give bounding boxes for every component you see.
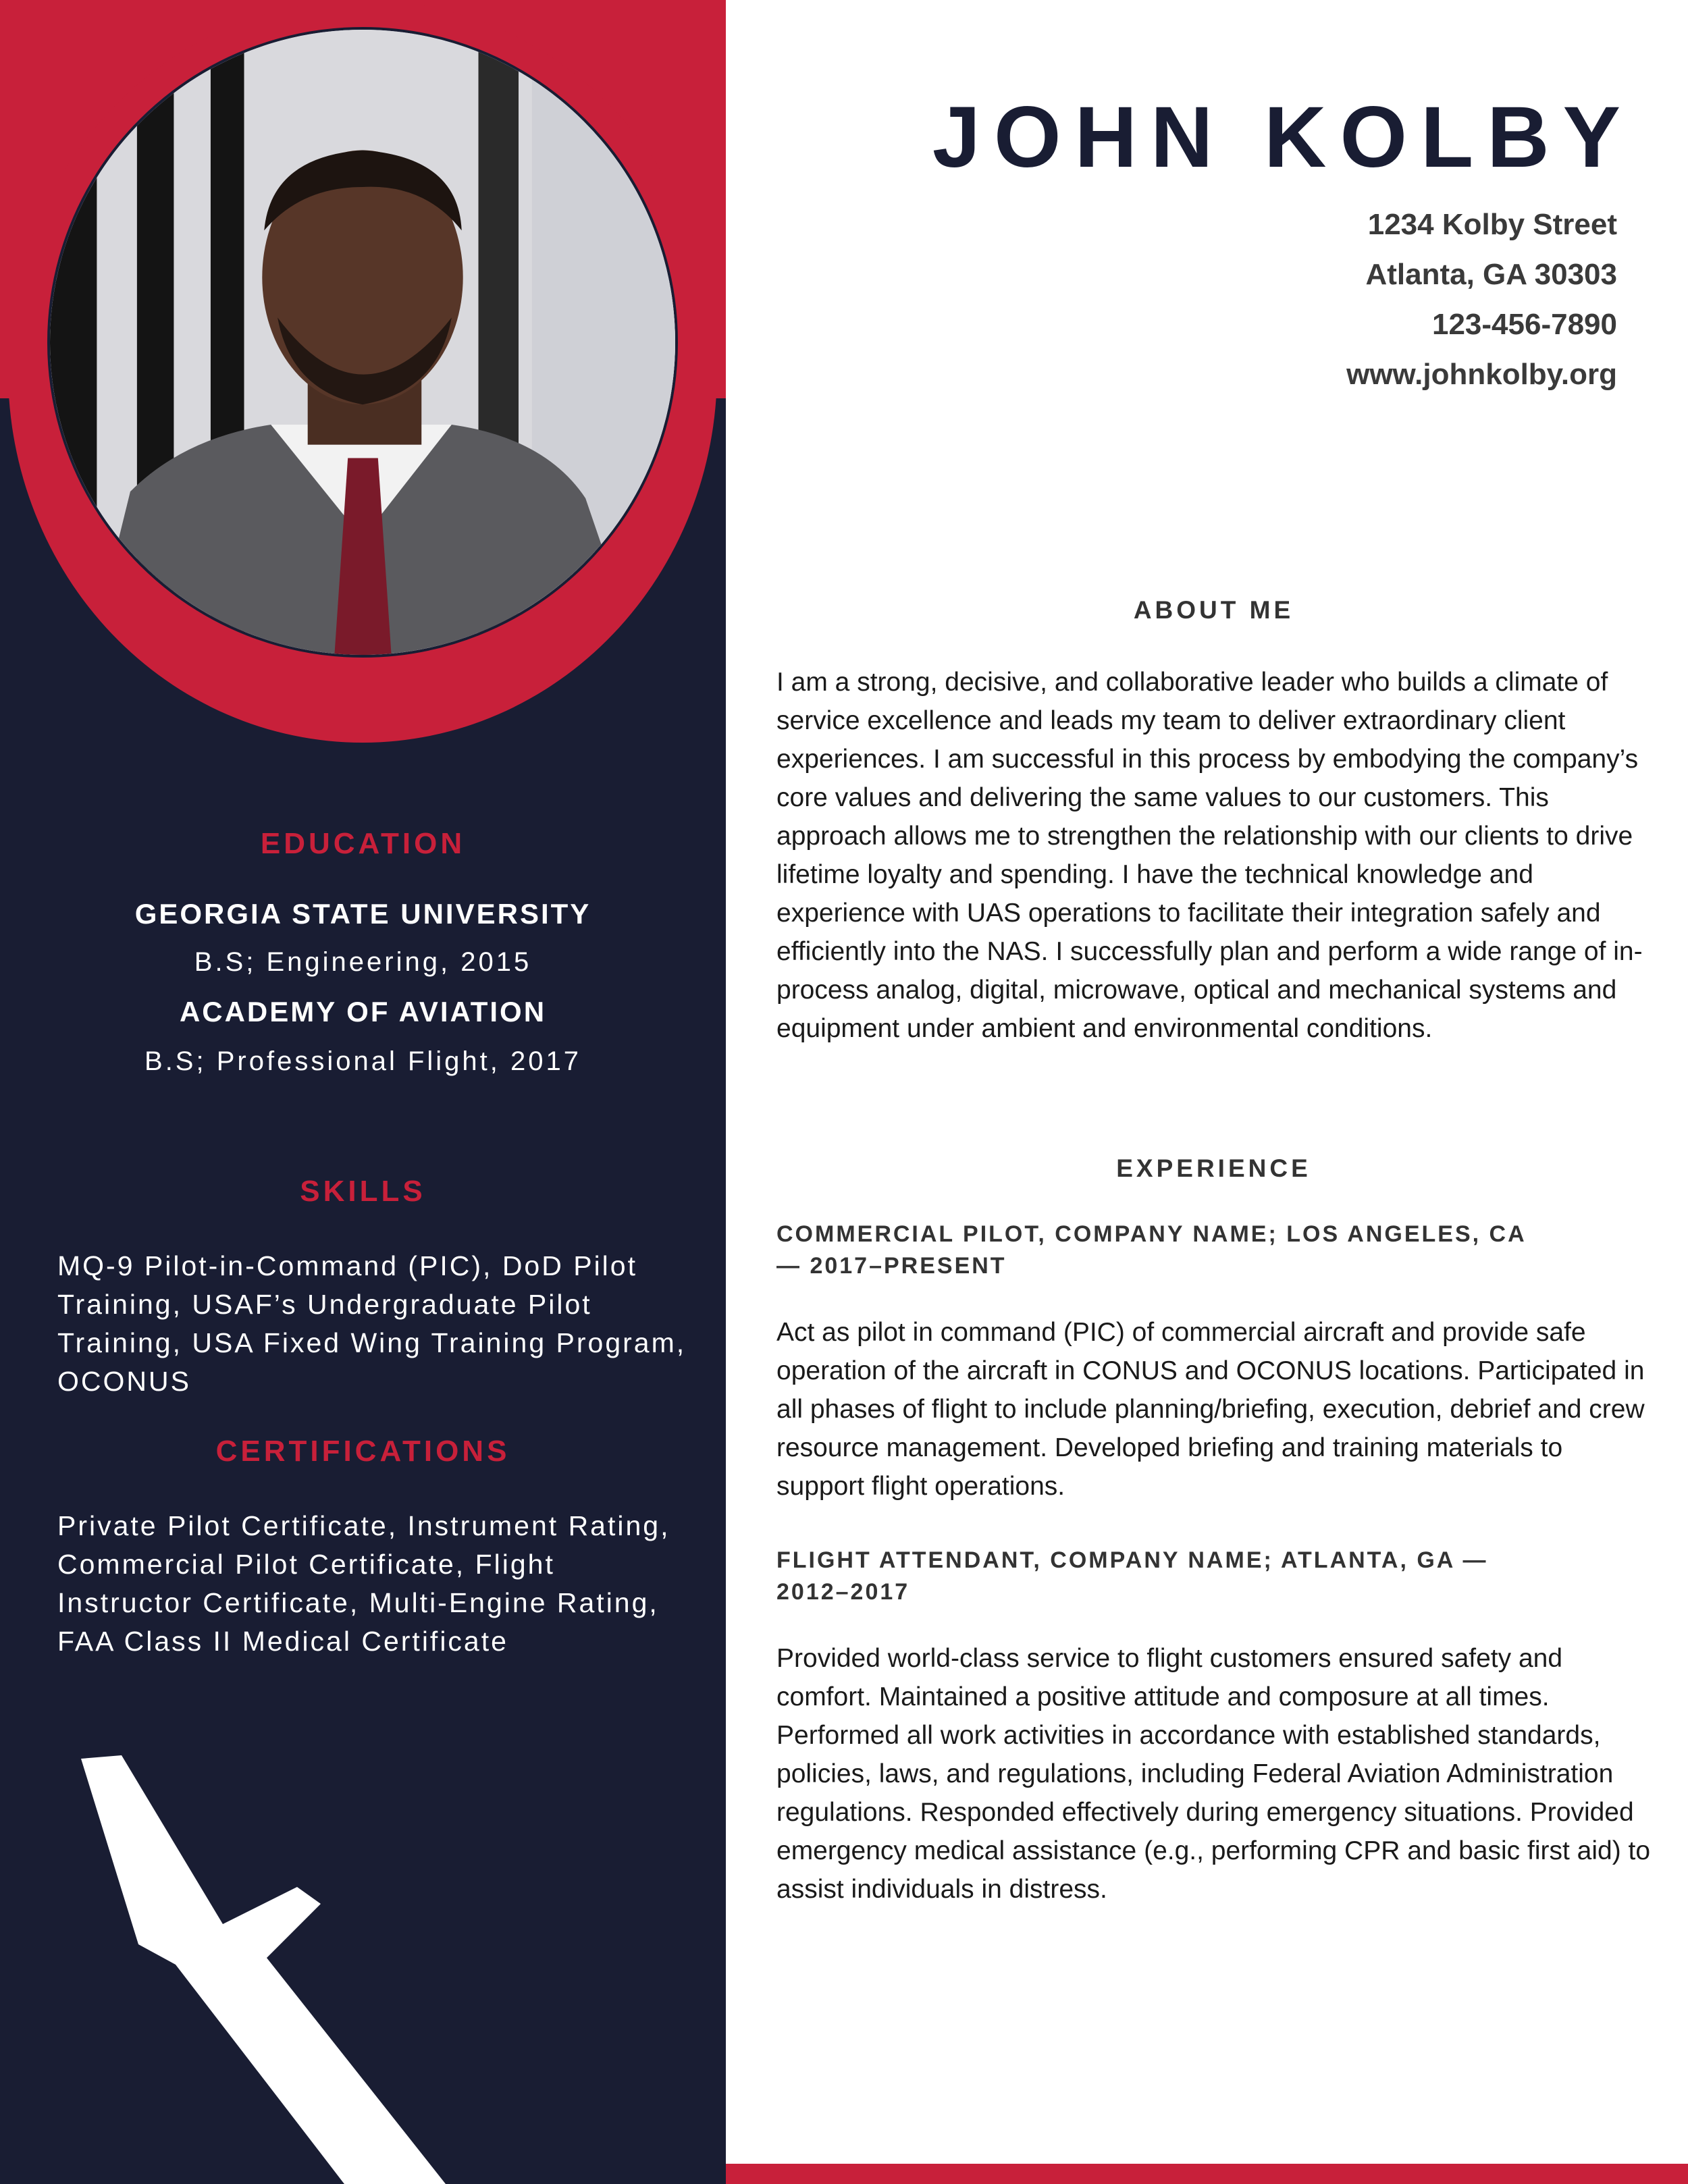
skills-text: MQ-9 Pilot-in-Command (PIC), DoD Pilot Training, USAF’s Undergraduate Pilot Training, USA Fixed Wing Training Program, OCONUS xyxy=(57,1250,687,1397)
job-description: Act as pilot in command (PIC) of commercial aircraft and provide safe operation of the aircraft in CONUS and OCONUS locations. Participated in all phases of flight to include planning/briefing, execution, debrief and crew resource management. Developed briefing and training materials to support flight operations. xyxy=(776,1318,1645,1501)
job-description: Provided world-class service to flight customers ensured safety and comfort. Maintained a positive attitude and composure at all times. Performed all work activities in accordance with established standards, policies, laws, and regulations, including Federal Aviation Administration regulations. Responded effectively during emergency situations. Provided emergency medical assistance (e.g., performing CPR and basic first aid) to assist individuals in distress. xyxy=(776,1644,1651,1904)
education-school: GEORGIA STATE UNIVERSITY xyxy=(134,898,591,930)
profile-photo xyxy=(47,27,678,658)
bottom-accent-bar xyxy=(726,2164,1688,2184)
education-degree: B.S; Professional Flight, 2017 xyxy=(144,1046,581,1076)
address-line: 1234 Kolby Street xyxy=(1367,208,1617,241)
website-link[interactable]: www.johnkolby.org xyxy=(1346,358,1617,391)
education-school: ACADEMY OF AVIATION xyxy=(179,996,547,1028)
name-title: JOHN KOLBY xyxy=(932,89,1634,186)
about-text: I am a strong, decisive, and collaborative leader who builds a climate of service excellence and leads my team to deliver extraordinary client experiences. I am successful in this process by embodying the company’s core values and delivering the same values to our customers. This approach allows me to strengthen the relationship with our clients to drive lifetime loyalty and spending. I have the technical knowledge and experience with UAS operations to facilitate their integration safely and efficiently into the NAS. I successfully plan and perform a wide range of in-process analog, digital, microwave, optical and mechanical systems and equipment under ambient and environmental conditions. xyxy=(776,668,1643,1043)
education-degree: B.S; Engineering, 2015 xyxy=(194,947,532,977)
sidebar xyxy=(0,0,726,2184)
airplane-icon xyxy=(0,1742,726,2184)
job-title: COMMERCIAL PILOT, COMPANY NAME; LOS ANGELES, CA — 2017–PRESENT xyxy=(776,1221,1526,1279)
certifications-text: Private Pilot Certificate, Instrument Rating, Commercial Pilot Certificate, Flight Instructor Certificate, Multi-Engine Rating, FAA Class II Medical Certificate xyxy=(57,1510,670,1657)
experience-heading: EXPERIENCE xyxy=(1116,1154,1311,1182)
education-heading: EDUCATION xyxy=(260,827,466,860)
certifications-heading: CERTIFICATIONS xyxy=(215,1435,510,1468)
address-line: Atlanta, GA 30303 xyxy=(1365,258,1617,291)
phone-number: 123-456-7890 xyxy=(1431,308,1617,341)
skills-heading: SKILLS xyxy=(300,1175,426,1208)
job-title: FLIGHT ATTENDANT, COMPANY NAME; ATLANTA, GA — 2012–2017 xyxy=(776,1547,1488,1605)
about-heading: ABOUT ME xyxy=(1133,596,1294,624)
